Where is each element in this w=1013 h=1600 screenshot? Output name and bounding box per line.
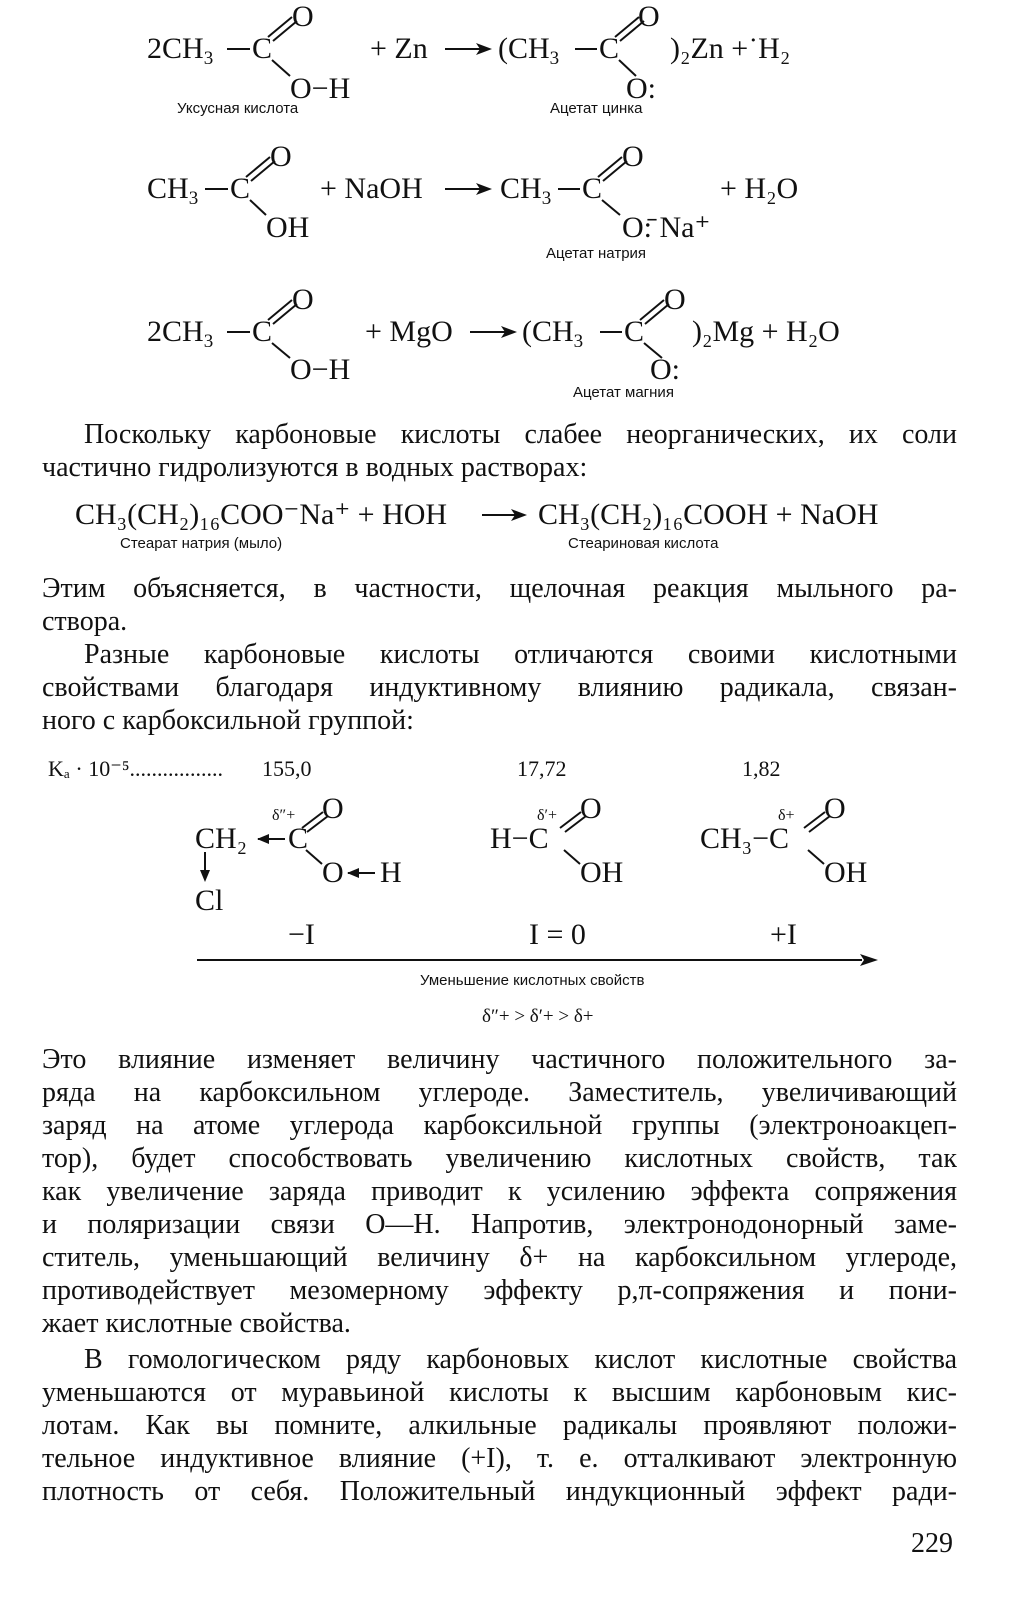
svg-text:C: C [599, 32, 620, 65]
product-suffix: )₂Zn +˙H₂ [670, 32, 791, 65]
svg-text:O: O [270, 140, 292, 173]
caption-magnesium-acetate: Ацетат магния [573, 384, 674, 401]
svg-text:O: O [664, 283, 686, 316]
svg-text:δ+: δ+ [778, 807, 795, 824]
svg-text:C: C [230, 172, 251, 205]
caption-sodium-acetate: Ацетат натрия [546, 245, 647, 262]
effect-minus-i: −I [288, 918, 315, 951]
svg-text:O: O [322, 792, 344, 825]
reaction-zinc [0, 0, 1013, 125]
reaction-sodium [0, 135, 1013, 265]
svg-text:O: O [824, 792, 846, 825]
caption-sodium-stearate: Стеарат натрия (мыло) [120, 535, 283, 552]
reagent: + NaOH [320, 172, 423, 205]
acidity-scheme [0, 750, 1013, 1040]
paragraph-homologous: В гомологическом ряду карбоновых кислот кислотные свойства уменьшаются от муравьиной кислоты к высшим карбоновым кис- лотам. Как вы помните, алкильные радикалы проявляют положи- тельное индуктивное влияние (+I), т. е. отталкивают электронную плотность от себя. Положительный индукционный эффект ради- [42, 1344, 957, 1507]
svg-text:2CH3: $2CH_3$ [147, 315, 214, 352]
svg-text:δ′+: δ′+ [537, 807, 558, 824]
paragraph-inductive: Разные карбоновые кислоты отличаются своими кислотными свойствами благодаря индуктивному влиянию радикала, связан- ного с карбоксильной группой: [42, 639, 957, 736]
arrow-label: Уменьшение кислотных свойств [420, 972, 645, 989]
effect-plus-i: +I [770, 918, 797, 951]
svg-text:CH3: $CH_3$ [500, 172, 552, 209]
svg-text:O: O [292, 0, 314, 33]
svg-text:)₂Mg + H₂O: )₂Mg + H₂O [692, 315, 840, 348]
ka-value-formic: 17,72 [517, 756, 567, 781]
svg-text:Cl: Cl [195, 884, 224, 917]
svg-text:O: O [292, 283, 314, 316]
ka-value-acetic: 1,82 [742, 756, 781, 781]
svg-text:δ″+: δ″+ [272, 807, 296, 824]
svg-text:(CH3: ($CH_3$ [498, 32, 560, 69]
svg-text:C: C [252, 32, 273, 65]
svg-text:+ H₂O: + H₂O [720, 172, 799, 205]
reactant-prefix: $2CH_3$ [147, 32, 214, 69]
svg-text:O: O [638, 0, 660, 33]
ka-value-chloroacetic: 155,0 [262, 756, 312, 781]
svg-text:C: C [624, 315, 645, 348]
caption-zinc-acetate: Ацетат цинка [550, 100, 643, 117]
caption-acetic-acid: Уксусная кислота [177, 100, 299, 117]
formic-acid [490, 792, 623, 889]
svg-text:C: C [288, 822, 309, 855]
svg-text:OH: OH [580, 856, 624, 889]
svg-text:O:: O: [650, 353, 680, 386]
svg-text:OH: OH [266, 211, 310, 244]
reaction-magnesium [0, 275, 1013, 405]
svg-text:O: O [580, 792, 602, 825]
hydroxyl-group: O−H [290, 72, 351, 105]
svg-text:O:: O: [626, 72, 656, 105]
svg-text:O−H: O−H [290, 353, 351, 386]
paragraph-alkaline: Этим объясняется, в частности, щелочная реакция мыльного ра- створа. [42, 573, 957, 637]
hydrolysis-right: CH₃(CH₂)₁₆COOH + NaOH [538, 498, 879, 531]
page-number: 229 [911, 1528, 953, 1559]
svg-text:C: C [582, 172, 603, 205]
reagent: + Zn [370, 32, 428, 65]
svg-text:OH: OH [824, 856, 868, 889]
caption-stearic-acid: Стеариновая кислота [568, 535, 719, 552]
svg-text:CH₂: CH₂ [195, 822, 248, 855]
svg-text:CH₃−C: CH₃−C [700, 822, 790, 855]
chloroacetic-acid [195, 792, 402, 917]
hydrolysis-left: CH₃(CH₂)₁₆COO⁻Na⁺ + HOH [75, 498, 448, 531]
acetic-acid [700, 792, 867, 889]
svg-text:C: C [252, 315, 273, 348]
reagent: + MgO [365, 315, 453, 348]
svg-text:H−C: H−C [490, 822, 549, 855]
svg-text:(CH3: ($CH_3$ [522, 315, 584, 352]
svg-text:O: O [622, 140, 644, 173]
effect-zero: I = 0 [529, 918, 586, 951]
hydrolysis-equation [0, 490, 1013, 560]
svg-text:O: O [322, 856, 344, 889]
ka-label: Kₐ · 10⁻⁵................. [48, 756, 224, 781]
delta-order: δ″+ > δ′+ > δ+ [482, 1006, 594, 1027]
paragraph-hydrolysis: Поскольку карбоновые кислоты слабее неорганических, их соли частично гидролизуются в водных растворах: [42, 419, 957, 483]
svg-text:H: H [380, 856, 402, 889]
svg-text:CH3: $CH_3$ [147, 172, 199, 209]
svg-text:O:̄ Na⁺: O:̄ Na⁺ [622, 211, 711, 244]
paragraph-charge-effect: Это влияние изменяет величину частичного положительного за- ряда на карбоксильном углероде. Заместитель, увеличивающий заряд на атоме углерода карбоксильной группы (электроноакцеп- тор), будет способствовать увеличению кислотных свойств, так как увеличение заряда приводит к усилению эффекта сопряжения и поляризации связи O—H. Напротив, электронодонорный заме- ститель, уменьшающий величину δ+ на карбоксильном углероде, противодействует мезомерному эффекту p,π-сопряжения и пони- жает кислотные свойства. [42, 1044, 957, 1339]
